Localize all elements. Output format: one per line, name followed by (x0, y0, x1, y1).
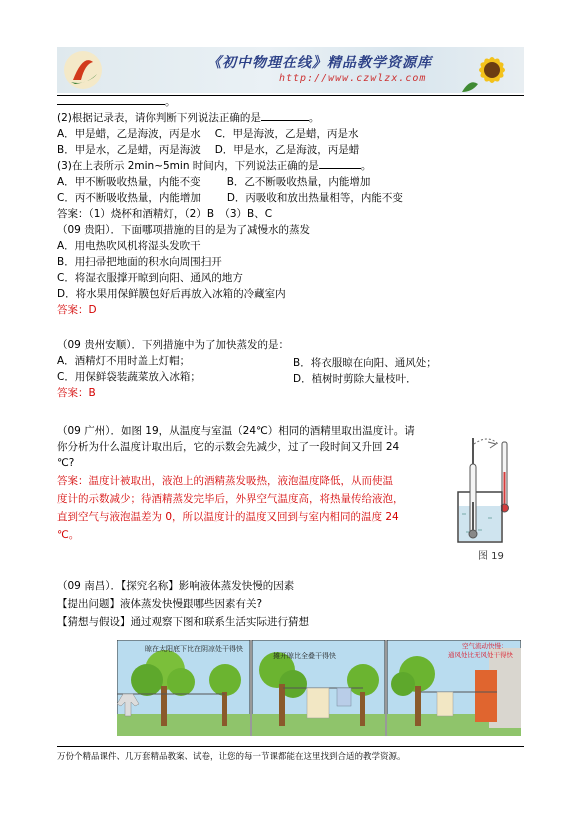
option-d: D．植树时剪除大量枝叶． (293, 373, 417, 385)
option-line (57, 176, 370, 189)
question-line: ℃? (57, 457, 75, 469)
option-a: A．酒精灯不用时盖上灯帽； (57, 355, 191, 367)
answer-line: 答案：D (57, 304, 97, 316)
footer-text: 万份个精品课件、几万套精品教案、试卷，让您的每一节课都能在这里找到合适的教学资源。 (57, 752, 406, 762)
question-line: （09 贵阳）．下面哪项措施的目的是为了减慢水的蒸发 (57, 224, 310, 236)
answer-line: 答案：温度计被取出，液泡上的酒精蒸发吸热，液泡温度降低，从而使温 (57, 475, 393, 487)
header-banner (57, 47, 524, 93)
question-line: （09 贵州安顺）．下列措施中为了加快蒸发的是： (57, 339, 289, 351)
option-a: A．甲是蜡，乙是海波，丙是水 (57, 128, 201, 140)
answer-line: 答案：B (57, 387, 96, 399)
scene-spread-vs-folded (252, 640, 385, 736)
question-line: 你分析为什么温度计取出后，它的示数会先减少，过了一段时间又升回 24 (57, 441, 400, 453)
scene-1-caption: 晾在太阳底下比在阴凉处干得快 (145, 645, 243, 653)
option-b: B．乙不断吸收热量，内能增加 (226, 176, 371, 188)
scene-2-caption: 摊开晾比全叠干得快 (273, 652, 336, 660)
evaporation-scenes (117, 640, 521, 736)
option-c: C．丙不断吸收热量，内能增加 (57, 192, 201, 204)
text-line: 。 (57, 96, 176, 109)
option-line: D．将水果用保鲜膜包好后再放入冰箱的冷藏室内 (57, 288, 286, 300)
site-logo-icon (63, 50, 103, 90)
option-line: B．用扫帚把地面的积水向周围扫开 (57, 256, 222, 268)
option-d: D．甲是水，乙是海波，丙是蜡 (214, 144, 360, 156)
scene-3-caption-line-2: 通风处比无风处干得快 (448, 651, 513, 659)
option-line: C．将湿衣服撑开晾到向阳、通风的地方 (57, 272, 243, 284)
scene-wind-vs-no-wind (387, 640, 521, 736)
answer-line: ℃。 (57, 529, 80, 541)
option-line (57, 192, 403, 205)
question-line: (2)根据记录表，请你判断下列说法正确的是 。 (57, 112, 320, 124)
option-line (57, 128, 359, 141)
question-line: （09 广州）．如图 19，从温度与室温（24℃）相同的酒精里取出温度计。请 (57, 425, 415, 437)
option-line (57, 144, 359, 157)
question-line: 【提出问题】液体蒸发快慢跟哪些因素有关? (57, 598, 263, 610)
question-line: (3)在上表所示 2min~5min 时间内，下列说法正确的是 。 (57, 160, 372, 172)
answer-line: 度计的示数减少；待酒精蒸发完毕后，外界空气温度高，将热量传给液泡， (57, 493, 404, 505)
banner-url[interactable]: http://www.czwlzx.com (279, 73, 427, 84)
option-c: C．甲是海波，乙是蜡，丙是水 (214, 128, 359, 140)
scene-3-caption-line-1: 空气流动快慢： (462, 642, 508, 650)
banner-title: 《初中物理在线》精品教学资源库 (207, 55, 432, 71)
figure-19-caption: 图 19 (478, 551, 504, 562)
scene-sun-vs-shade (117, 640, 250, 736)
answer-line: 答案：（1）烧杯和酒精灯，（2）B （3）B、C (57, 208, 273, 220)
answer-line: 直到空气与液泡温差为 0，所以温度计的温度又回到与室内相同的温度 24 (57, 511, 399, 523)
figure-19-thermometer (448, 432, 520, 564)
footer-rule (57, 746, 524, 747)
option-line: A．用电热吹风机将湿头发吹干 (57, 240, 201, 252)
question-line: （09 南昌）．【探究名称】影响液体蒸发快慢的因素 (57, 580, 295, 592)
option-a: A．甲不断吸收热量，内能不变 (57, 176, 201, 188)
question-line: 【猜想与假设】通过观察下图和联系生活实际进行猜想 (57, 616, 309, 628)
sunflower-icon (462, 48, 520, 92)
option-b: B．将衣服晾在向阳、通风处； (293, 357, 437, 369)
option-b: B．甲是水，乙是蜡，丙是海波 (57, 144, 201, 156)
option-c: C．用保鲜袋装蔬菜放入冰箱； (57, 371, 201, 383)
option-d: D．丙吸收和放出热量相等，内能不变 (226, 192, 403, 204)
